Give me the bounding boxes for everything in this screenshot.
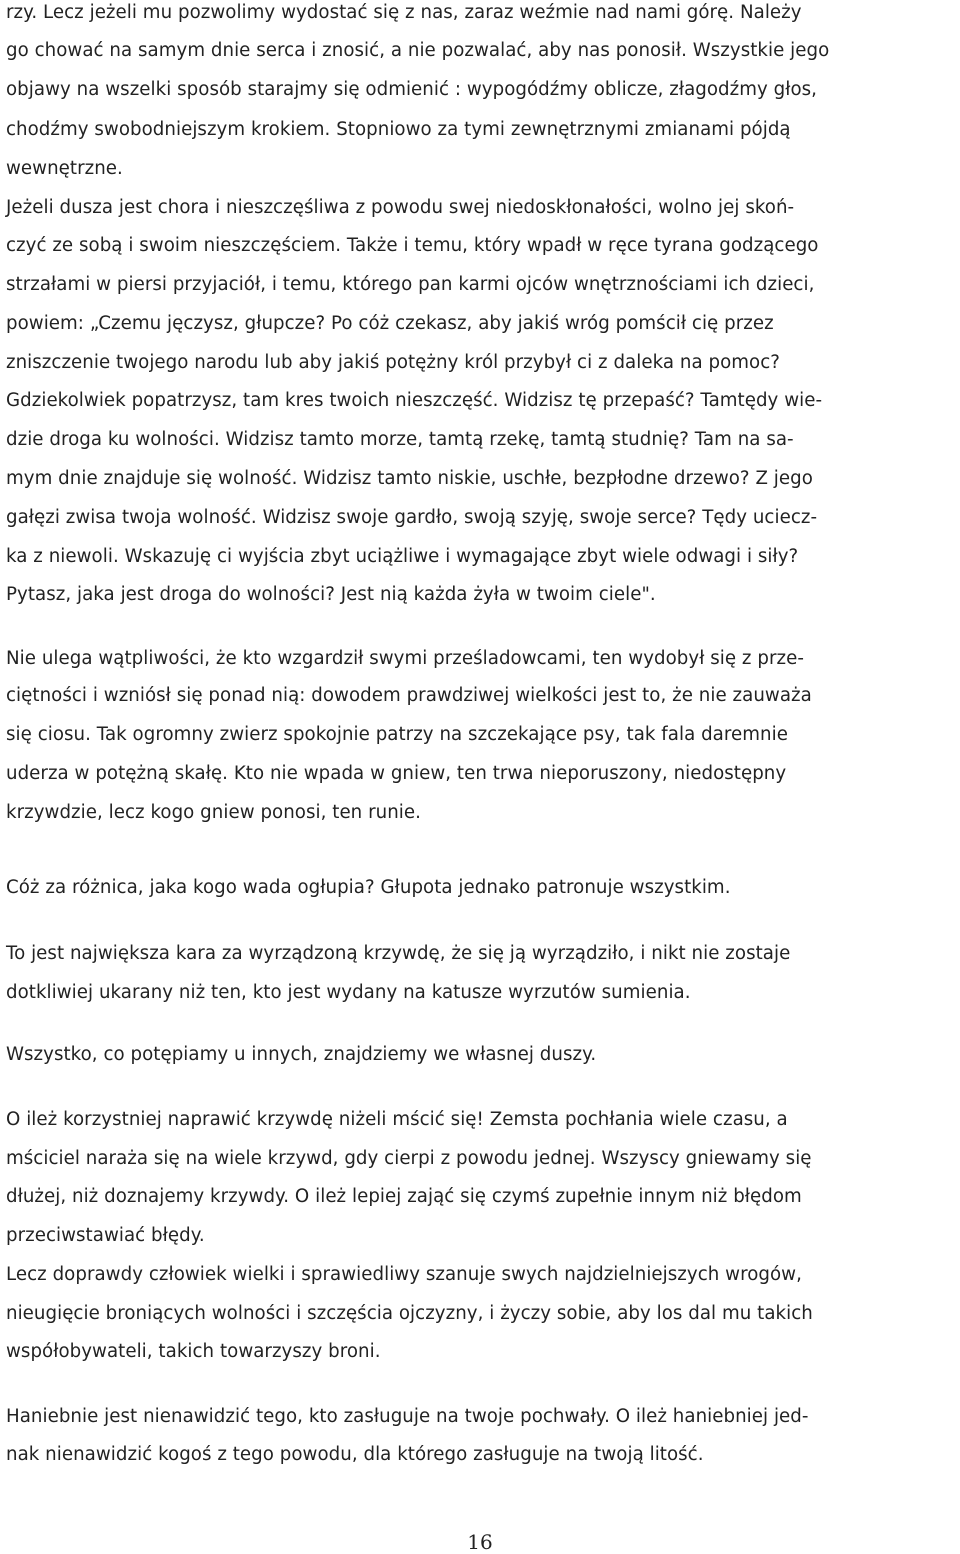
text-line: się ciosu. Tak ogromny zwierz spokojnie patrzy na szczekające psy, tak fala daremnie	[6, 724, 788, 745]
text-line: mym dnie znajduje się wolność. Widzisz tamto niskie, uschłe, bezpłodne drzewo? Z jego	[6, 468, 813, 489]
text-line: gałęzi zwisa twoja wolność. Widzisz swoje gardło, swoją szyję, swoje serce? Tędy uciecz-	[6, 507, 818, 528]
text-line: To jest największa kara za wyrządzoną krzywdę, że się ją wyrządziło, i nikt nie zostaje	[6, 943, 791, 964]
text-line: dzie droga ku wolności. Widzisz tamto morze, tamtą rzekę, tamtą studnię? Tam na sa-	[6, 429, 794, 450]
text-line: krzywdzie, lecz kogo gniew ponosi, ten runie.	[6, 802, 421, 823]
text-line: dłużej, niż doznajemy krzywdy. O ileż lepiej zająć się czymś zupełnie innym niż błędom	[6, 1186, 802, 1207]
text-line: ka z niewoli. Wskazuję ci wyjścia zbyt uciążliwe i wymagające zbyt wiele odwagi i siły?	[6, 546, 799, 567]
text-line: zniszczenie twojego narodu lub aby jakiś potężny król przybył ci z daleka na pomoc?	[6, 352, 780, 373]
text-line: Lecz doprawdy człowiek wielki i sprawiedliwy szanuje swych najdzielniejszych wrogów,	[6, 1264, 802, 1285]
text-line: wewnętrzne.	[6, 158, 123, 179]
text-line: współobywateli, takich towarzyszy broni.	[6, 1341, 381, 1362]
text-line: ciętności i wzniósł się ponad nią: dowodem prawdziwej wielkości jest to, że nie zauważa	[6, 685, 812, 706]
text-line: Gdziekolwiek popatrzysz, tam kres twoich nieszczęść. Widzisz tę przepaść? Tamtędy wie-	[6, 390, 823, 411]
text-line: objawy na wszelki sposób starajmy się odmienić : wypogódźmy oblicze, złagodźmy głos,	[6, 79, 818, 100]
text-line: strzałami w piersi przyjaciół, i temu, którego pan karmi ojców wnętrznościami ich dzieci,	[6, 274, 815, 295]
text-line: dotkliwiej ukarany niż ten, kto jest wydany na katusze wyrzutów sumienia.	[6, 982, 691, 1003]
text-line: rzy. Lecz jeżeli mu pozwolimy wydostać się z nas, zaraz weźmie nad nami górę. Należy	[6, 2, 802, 23]
text-line: Wszystko, co potępiamy u innych, znajdziemy we własnej duszy.	[6, 1044, 597, 1065]
text-line: O ileż korzystniej naprawić krzywdę niżeli mścić się! Zemsta pochłania wiele czasu, a	[6, 1109, 788, 1130]
text-line: nak nienawidzić kogoś z tego powodu, dla którego zasługuje na twoją litość.	[6, 1444, 704, 1465]
text-line: nieugięcie broniących wolności i szczęścia ojczyzny, i życzy sobie, aby los dal mu takich	[6, 1303, 813, 1324]
text-line: Pytasz, jaka jest droga do wolności? Jest nią każda żyła w twoim ciele".	[6, 584, 656, 605]
text-line: Nie ulega wątpliwości, że kto wzgardził swymi prześladowcami, ten wydobył się z prze-	[6, 648, 804, 669]
text-line: mściciel naraża się na wiele krzywd, gdy cierpi z powodu jednej. Wszyscy gniewamy się	[6, 1148, 812, 1169]
text-line: Haniebnie jest nienawidzić tego, kto zasługuje na twoje pochwały. O ileż haniebniej jed-	[6, 1406, 809, 1427]
text-line: Jeżeli dusza jest chora i nieszczęśliwa z powodu swej niedoskłonałości, wolno jej skoń-	[6, 197, 795, 218]
text-line: przeciwstawiać błędy.	[6, 1225, 205, 1246]
text-line: czyć ze sobą i swoim nieszczęściem. Także i temu, który wpadł w ręce tyrana godzącego	[6, 235, 819, 256]
text-line: Cóż za różnica, jaka kogo wada ogłupia? Głupota jednako patronuje wszystkim.	[6, 877, 731, 898]
text-line: uderza w potężną skałę. Kto nie wpada w gniew, ten trwa nieporuszony, niedostępny	[6, 763, 787, 784]
page-number: 16	[467, 1530, 493, 1554]
text-line: powiem: „Czemu jęczysz, głupcze? Po cóż czekasz, aby jakiś wróg pomścił cię przez	[6, 313, 774, 334]
text-line: go chować na samym dnie serca i znosić, a nie pozwalać, aby nas ponosił. Wszystkie jego	[6, 40, 830, 61]
text-line: chodźmy swobodniejszym krokiem. Stopniowo za tymi zewnętrznymi zmianami pójdą	[6, 119, 791, 140]
